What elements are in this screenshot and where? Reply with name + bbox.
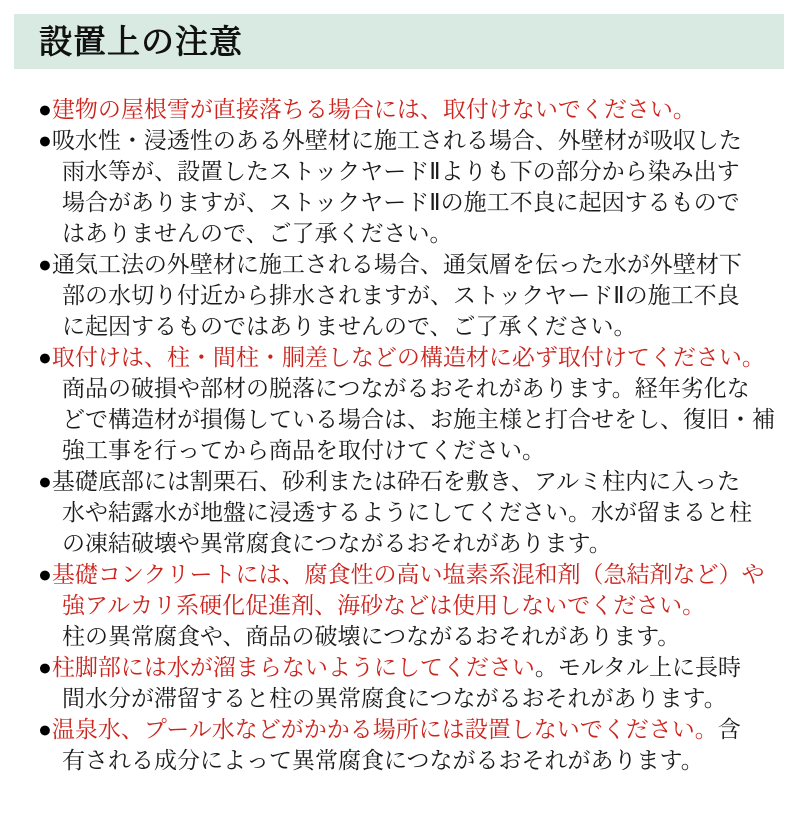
notice-text-red: 温泉水、プール水などがかかる場所には設置しないでください。 [51, 716, 718, 742]
notice-text-black: 有される成分によって異常腐食につながるおそれがあります。 [62, 747, 704, 773]
bullet-marker: ● [38, 251, 52, 277]
notice-text-black: 商品の破損や部材の脱落につながるおそれがあります。経年劣化な [62, 375, 750, 401]
notice-text-red: 取付けは、柱・間柱・胴差しなどの構造材に必ず取付けてください。 [51, 344, 765, 370]
notice-text-black: 強工事を行ってから商品を取付けてください。 [62, 437, 545, 463]
bullet-marker: ● [38, 716, 52, 742]
notice-item [38, 559, 778, 652]
bullet-marker: ● [38, 344, 52, 370]
notice-item [38, 94, 778, 125]
notice-text-black: 場合がありますが、ストックヤードⅡの施工不良に起因するもので [62, 189, 740, 215]
notice-text-black: はありませんので、ご了承ください。 [62, 220, 453, 246]
bullet-marker: ● [38, 96, 52, 122]
notice-list [38, 94, 778, 776]
bullet-marker: ● [38, 127, 52, 153]
notice-text-black: 雨水等が、設置したストックヤードⅡよりも下の部分から染み出す [62, 158, 740, 184]
notice-item [38, 249, 778, 342]
notice-text-black: 。モルタル上に長時 [534, 654, 741, 680]
notice-item [38, 466, 778, 559]
notice-text-black: 水や結露水が地盤に浸透するようにしてください。水が留まると柱 [62, 499, 752, 525]
header-band [14, 14, 784, 69]
notice-text-black: 通気工法の外壁材に施工される場合、通気層を伝った水が外壁材下 [51, 251, 742, 277]
notice-item [38, 714, 778, 776]
notice-text-black: 間水分が滞留すると柱の異常腐食につながるおそれがあります。 [62, 685, 727, 711]
page [0, 14, 800, 814]
bullet-marker: ● [38, 468, 52, 494]
notice-text-black: 柱の異常腐食や、商品の破壊につながるおそれがあります。 [62, 623, 681, 649]
notice-text-black: 部の水切り付近から排水されますが、ストックヤードⅡの施工不良 [62, 282, 740, 308]
notice-text-black: どで構造材が損傷している場合は、お施主様と打合せをし、復旧・補 [62, 406, 775, 432]
notice-item [38, 342, 778, 466]
notice-text-black: 含 [717, 716, 741, 742]
bullet-marker: ● [38, 654, 52, 680]
notice-text-red: 基礎コンクリートには、腐食性の高い塩素系混和剤（急結剤など）や [51, 561, 765, 587]
notice-text-red: 建物の屋根雪が直接落ちる場合には、取付けないでください。 [51, 96, 696, 122]
notice-text-black: 吸水性・浸透性のある外壁材に施工される場合、外壁材が吸収した [51, 127, 742, 153]
notice-text-black: 基礎底部には割栗石、砂利または砕石を敷き、アルミ柱内に入った [51, 468, 741, 494]
notice-item [38, 652, 778, 714]
notice-item [38, 125, 778, 249]
page-title: 設置上の注意 [39, 23, 243, 60]
notice-text-red: 強アルカリ系硬化促進剤、海砂などは使用しないでください。 [62, 592, 706, 618]
notice-text-black: に起因するものではありませんので、ご了承ください。 [62, 313, 637, 339]
notice-text-red: 柱脚部には水が溜まらないようにしてください [51, 654, 535, 680]
notice-text-black: の凍結破壊や異常腐食につながるおそれがあります。 [62, 530, 612, 556]
bullet-marker: ● [38, 561, 52, 587]
